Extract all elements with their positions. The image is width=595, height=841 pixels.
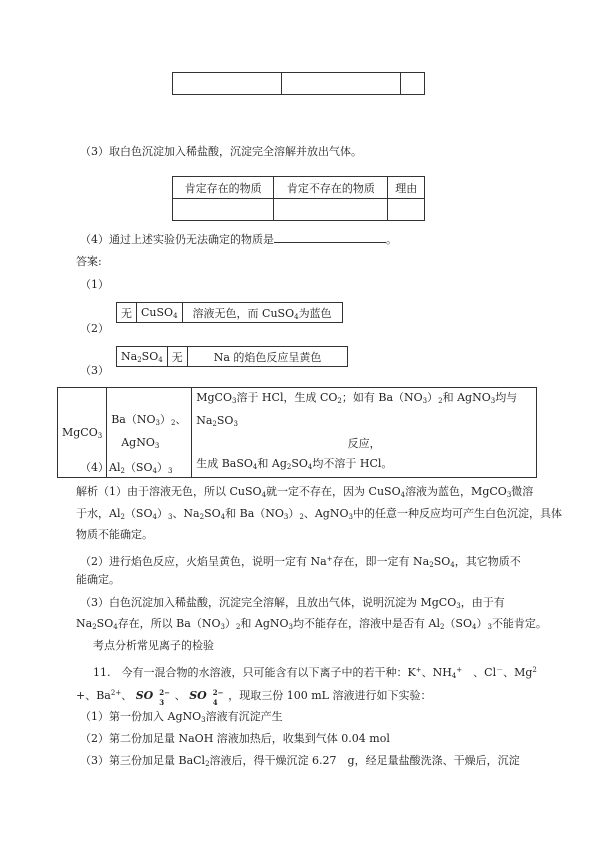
ans1-cell-none: 无 xyxy=(117,303,137,323)
q3-header-present: 肯定存在的物质 xyxy=(173,177,274,199)
top-table-cell-2 xyxy=(282,73,401,95)
ans2-cell-na2so4: $Na_2SO_4$ xyxy=(117,347,168,367)
ans2-table xyxy=(116,346,348,367)
ans3-cell-reason xyxy=(192,388,537,478)
answer-blank xyxy=(274,232,386,243)
q11-step2: （2）第二份加足量 NaOH 溶液加热后，收集到气体 0.04 mol xyxy=(80,732,390,745)
q4-prompt: （4）通过上述实验仍无法确定的物质是 。 xyxy=(80,233,397,246)
ans1-cell-reason: 溶液无色，而 CuSO$_4$为蓝色 xyxy=(182,303,342,323)
ans2-label: （2） xyxy=(80,322,109,335)
q11-step1: （1）第一份加入 AgNO$_3$溶液有沉淀产生 xyxy=(80,710,283,724)
ans2-cell-none: 无 xyxy=(167,347,187,367)
ans3-reason-line2: 反应， xyxy=(347,437,381,450)
q3-table xyxy=(172,176,425,221)
ans3-reason-line3: 生成 BaSO$_4$和 $Ag_2SO_4$均不溶于 HCl。 xyxy=(196,457,393,471)
q3-cell-reason xyxy=(388,199,425,221)
kaodian: 考点分析常见离子的检验 xyxy=(93,639,214,652)
analysis-p1-line1: 解析（1）由于溶液无色，所以 CuSO$_4$就一定不存在，因为 CuSO$_4$溶液为蓝色，MgCO$_3$微溶 xyxy=(76,485,534,499)
analysis-p2-line2: 能确定。 xyxy=(76,573,120,586)
ans2-cell-reason: Na 的焰色反应呈黄色 xyxy=(187,347,348,367)
analysis-p1-line3: 物质不能确定。 xyxy=(76,528,153,541)
q3-cell-absent xyxy=(274,199,388,221)
ans3-cell-absent: $Ba(NO_3)_2$、 AgNO$_3$ xyxy=(107,388,192,478)
q3-prompt: （3）取白色沉淀加入稀盐酸，沉淀完全溶解并放出气体。 xyxy=(80,145,362,158)
ans1-cell-cuso4: CuSO$_4$ xyxy=(137,303,183,323)
ans3-label: （3） xyxy=(80,364,109,377)
q3-header-absent: 肯定不存在的物质 xyxy=(274,177,388,199)
answer-label: 答案: xyxy=(76,255,102,268)
q11-line1: 11. 今有一混合物的水溶液，只可能含有以下离子中的若干种：K+、$NH_4^+$ 、Cl－、Mg$^2$ xyxy=(93,666,537,680)
analysis-p3-line2: $Na_2SO_4$存在，所以 $Ba(NO_3)_2$和 AgNO$_3$均不能存在，溶液中是否有 $Al_2(SO_4)_3$不能肯定。 xyxy=(76,617,547,631)
ans3-cell-mgco3: MgCO$_3$ xyxy=(58,388,107,478)
q11-line2: +、$Ba^{2+}$、 SO 2− 3 、 SO 2− 4 ，现取三份 100 mL 溶液进行如下实验： xyxy=(76,688,432,707)
ans4: $(4)Al_2(SO_4)_3$ xyxy=(80,461,173,475)
sulfite-ion: SO 2− 3 xyxy=(135,688,170,707)
analysis-p1-line2: 于水，$Al_2(SO_4)_3$、$Na_2SO_4$和 $Ba(NO_3)_2$、AgNO$_3$中的任意一种反应均可产生白色沉淀，具体 xyxy=(76,507,562,521)
top-table-cell-1 xyxy=(173,73,282,95)
q3-header-reason: 理由 xyxy=(388,177,425,199)
ans1-label: （1） xyxy=(80,278,109,291)
sulfate-ion: SO 2− 4 xyxy=(189,688,224,707)
analysis-p3-line1: （3）白色沉淀加入稀盐酸，沉淀完全溶解，且放出气体，说明沉淀为 MgCO$_3$，由于有 xyxy=(80,596,505,610)
ans1-table xyxy=(116,302,343,323)
top-table xyxy=(172,72,425,95)
ans3-reason-line1: MgCO$_3$溶于 HCl，生成 $CO_2$；如有 $Ba(NO_3)_2$和 AgNO$_3$均与 $Na_2SO_3$ xyxy=(196,391,518,428)
q3-cell-present xyxy=(173,199,274,221)
top-table-cell-3 xyxy=(401,73,425,95)
analysis-p2-line1: （2）进行焰色反应，火焰呈黄色，说明一定有 Na+存在，即一定有 $Na_2SO_4$，其它物质不 xyxy=(80,555,521,569)
q11-step3: （3）第三份加足量 BaCl$_2$溶液后，得干燥沉淀 6.27 g，经足量盐酸洗涤、干燥后，沉淀 xyxy=(80,754,520,768)
